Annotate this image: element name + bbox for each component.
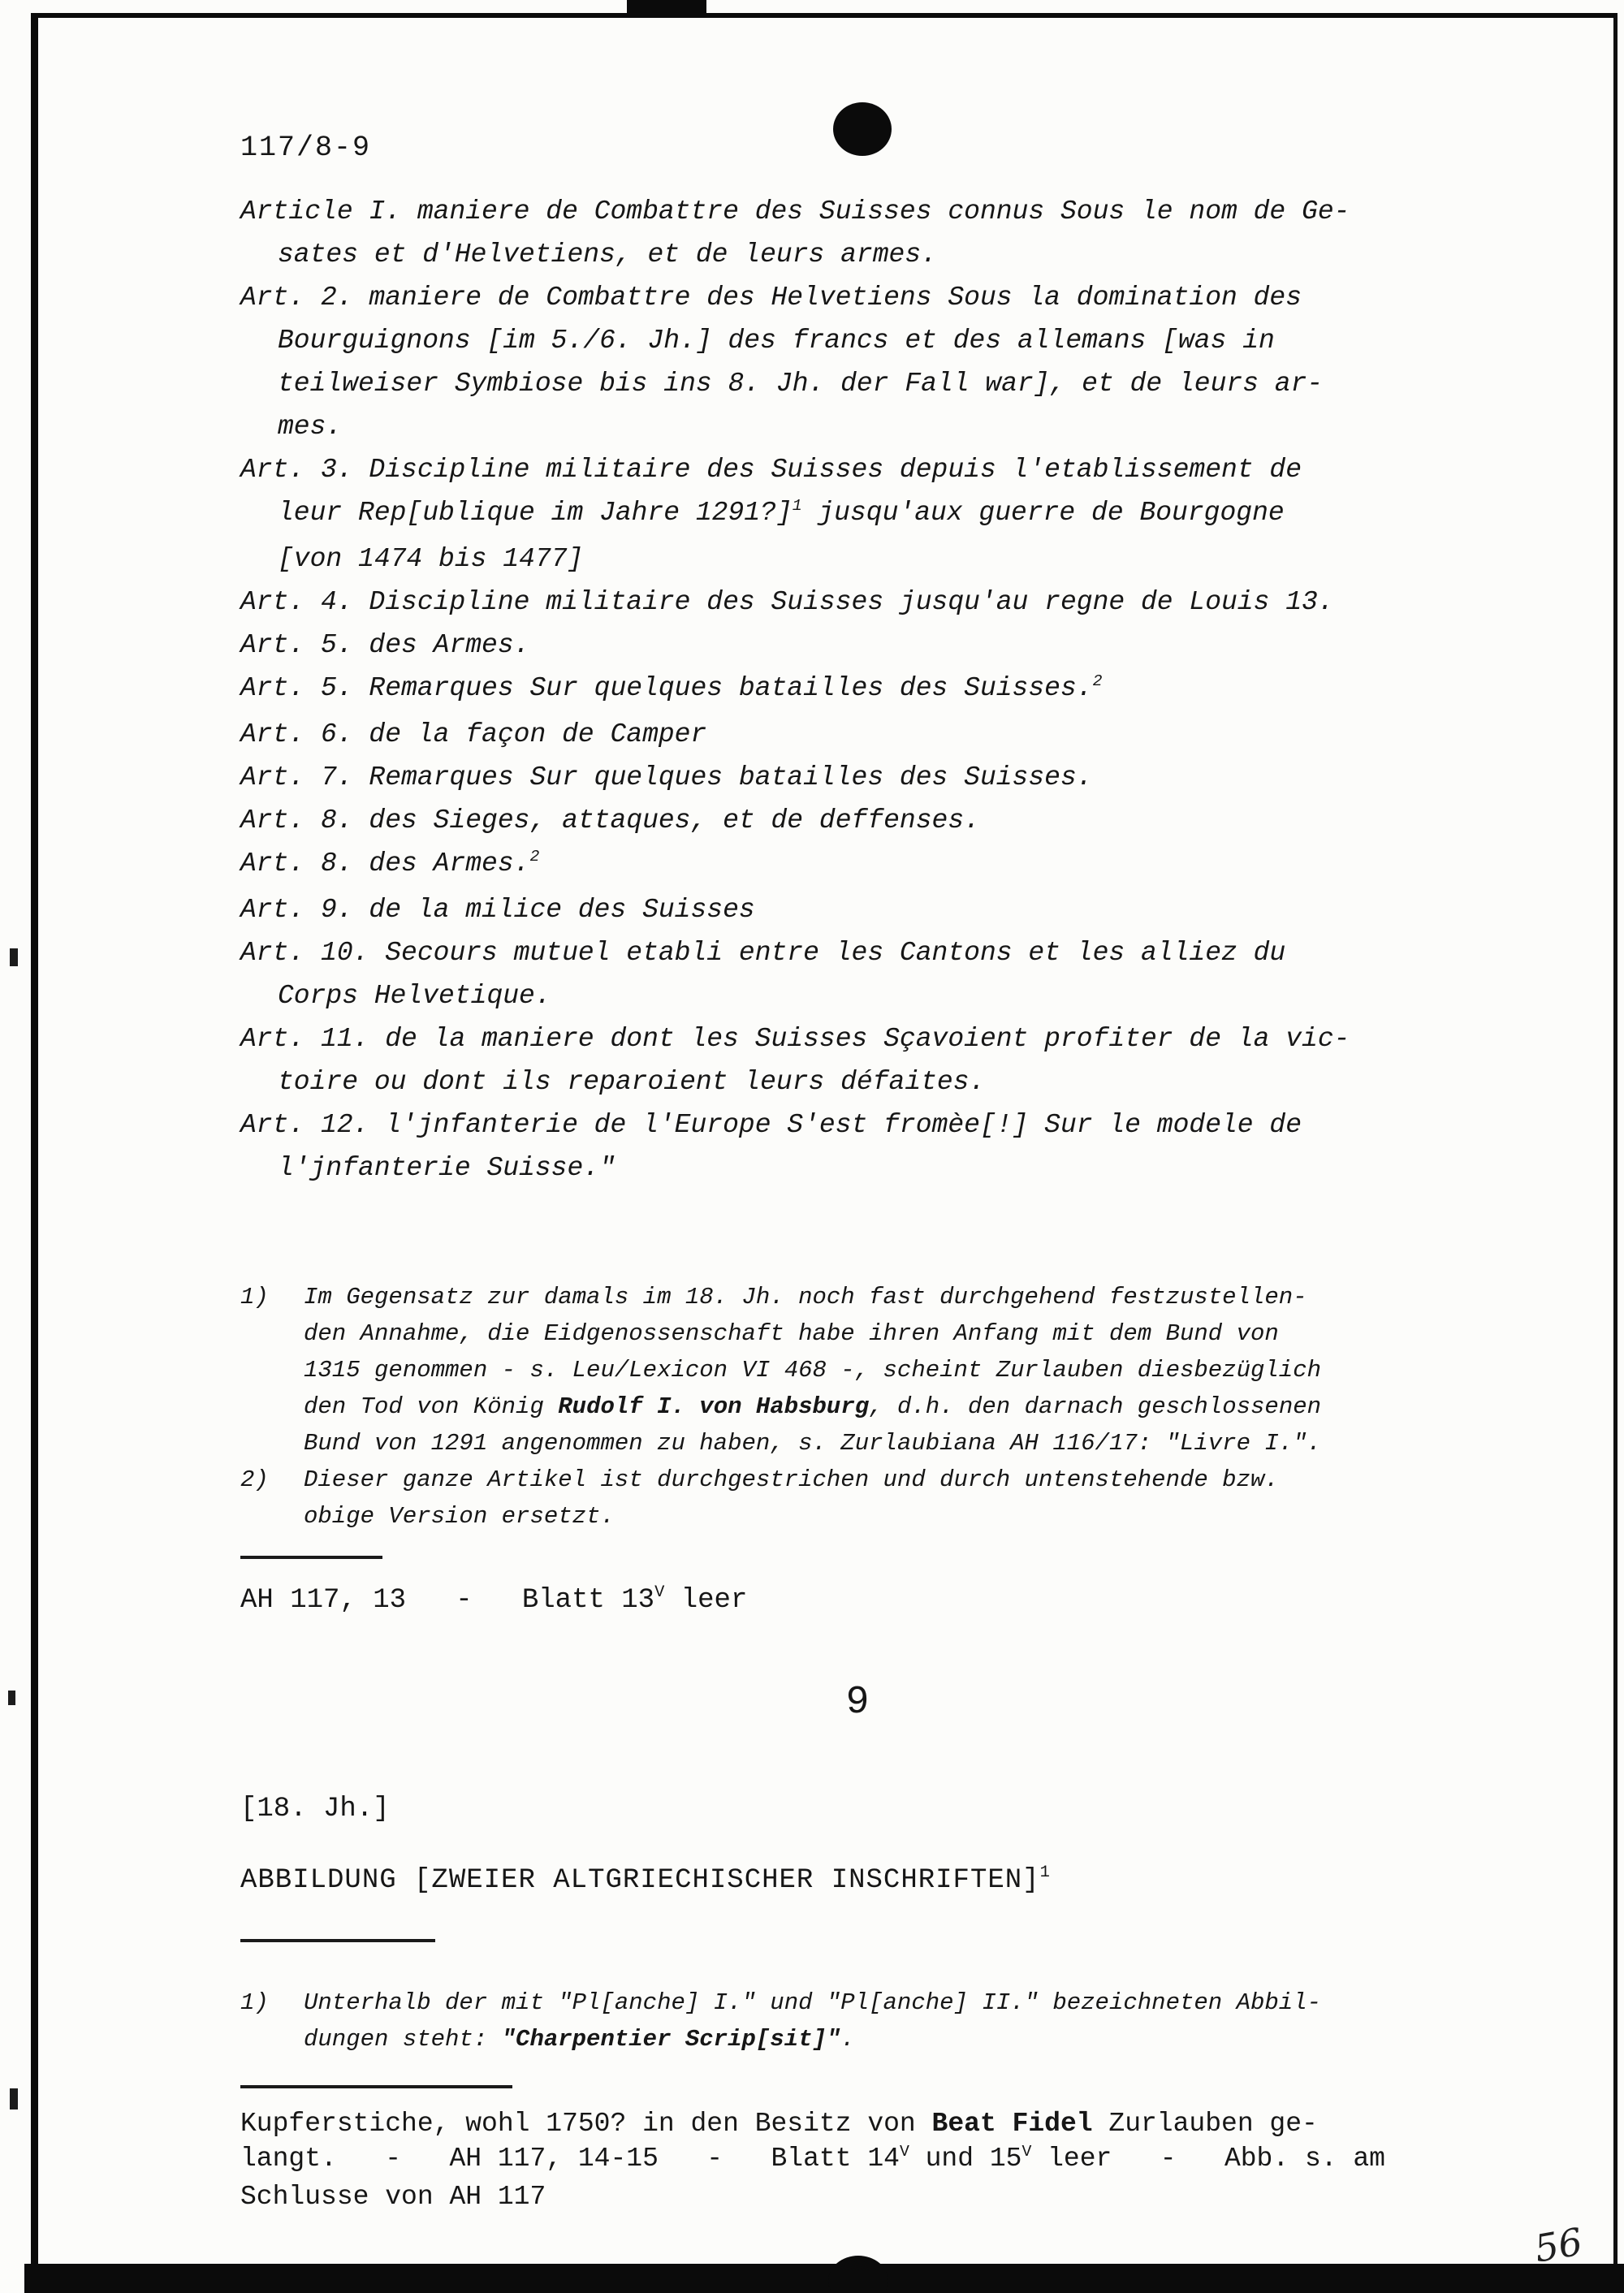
text-segment: [von 1474 bis 1477]	[278, 544, 584, 574]
text-segment: Bourguignons [im 5./6. Jh.] des francs et des allemans [was in	[278, 326, 1275, 356]
text-line	[240, 842, 1475, 888]
text-segment: Kupferstiche, wohl 1750? in den Besitz von	[240, 2109, 932, 2139]
scan-artifact-top-mark	[627, 0, 706, 16]
text-segment: Art. 4. Discipline militaire des Suisses jusqu'au regne de Louis 13.	[240, 587, 1334, 617]
text-line	[240, 405, 1475, 448]
superscript: 2	[1092, 671, 1103, 690]
footnote-text	[304, 1279, 1475, 1462]
divider-rule-3	[240, 2085, 512, 2088]
text-line	[240, 448, 1475, 491]
superscript: V	[899, 2142, 909, 2161]
text-line	[240, 233, 1475, 276]
text-segment: Bund von 1291 angenommen zu haben, s. Zurlaubiana AH 116/17: "Livre I.".	[304, 1430, 1322, 1457]
text-line	[240, 1582, 1475, 1622]
entry-title	[240, 1863, 1475, 1902]
text-line	[304, 1984, 1475, 2021]
handwritten-page-number: 56	[1531, 2219, 1586, 2271]
text-segment: jusqu'aux guerre de Bourgogne	[801, 498, 1285, 528]
text-segment: leer	[664, 1585, 748, 1616]
text-line	[240, 1146, 1475, 1190]
text-segment: Art. 11. de la maniere dont les Suisses Sçavoient profiter de la vic-	[240, 1024, 1350, 1054]
text-segment: mes.	[278, 412, 343, 442]
text-segment: Zurlauben ge-	[1092, 2109, 1318, 2139]
superscript: 2	[529, 847, 540, 866]
text-segment: Schlusse von AH 117	[240, 2182, 546, 2212]
divider-rule-2	[240, 1939, 435, 1942]
text-segment: Art. 8. des Armes.	[240, 849, 530, 879]
scan-bottom-band	[24, 2264, 1624, 2293]
text-segment: Art. 5. Remarques Sur quelques batailles des Suisses.	[240, 673, 1093, 703]
text-segment: Art. 6. de la façon de Camper	[240, 719, 707, 749]
text-line	[304, 1425, 1475, 1462]
footnote-item	[240, 1462, 1475, 1535]
text-segment: sates et d'Helvetiens, et de leurs armes.	[278, 240, 937, 270]
text-segment: und 15	[909, 2144, 1022, 2174]
footnote-marker: 1)	[240, 1284, 269, 1311]
provenance-block	[240, 2106, 1475, 2214]
scan-speck	[10, 2088, 18, 2109]
section-number: 9	[845, 1681, 870, 1725]
text-line	[240, 581, 1475, 624]
text-line	[240, 538, 1475, 581]
text-segment: teilweiser Symbiose bis ins 8. Jh. der Fall war], et de leurs ar-	[278, 369, 1324, 399]
footnote-marker: 1)	[240, 1989, 269, 2016]
page-reference: 117/8-9	[240, 132, 372, 164]
footnotes-bottom	[240, 1984, 1475, 2058]
superscript: 1	[1039, 1863, 1051, 1883]
text-line	[240, 799, 1475, 842]
text-line	[304, 1315, 1475, 1352]
text-segment: Art. 10. Secours mutuel etabli entre les Cantons et les alliez du	[240, 938, 1286, 968]
text-segment: Art. 8. des Sieges, attaques, et de deffenses.	[240, 805, 980, 836]
text-segment: Art. 5. des Armes.	[240, 630, 530, 660]
date-heading: [18. Jh.]	[240, 1794, 390, 1824]
text-segment: AH 117, 13 - Blatt 13	[240, 1585, 655, 1616]
text-line	[304, 1462, 1475, 1498]
text-segment: , d.h. den darnach geschlossenen	[869, 1393, 1322, 1420]
text-segment: langt. - AH 117, 14-15 - Blatt 14	[240, 2144, 900, 2174]
text-line	[304, 1279, 1475, 1315]
text-segment: toire ou dont ils reparoient leurs défaites.	[278, 1067, 986, 1097]
text-segment: Im Gegensatz zur damals im 18. Jh. noch fast durchgehend festzustellen-	[304, 1284, 1307, 1311]
text-segment: .	[840, 2026, 855, 2053]
scan-speck	[10, 948, 18, 966]
text-line	[240, 319, 1475, 362]
text-segment: den Annahme, die Eidgenossenschaft habe ihren Anfang mit dem Bund von	[304, 1320, 1279, 1347]
text-segment: dungen steht:	[304, 2026, 502, 2053]
footnote-item	[240, 1279, 1475, 1462]
bold-text: Beat Fidel	[931, 2109, 1093, 2139]
bold-text: "Charpentier Scrip[sit]"	[501, 2026, 841, 2053]
text-line	[240, 713, 1475, 756]
bold-text: Rudolf I. von Habsburg	[558, 1393, 870, 1420]
text-line	[240, 1060, 1475, 1103]
text-line	[240, 1103, 1475, 1146]
text-line	[240, 276, 1475, 319]
article-list	[240, 190, 1475, 1190]
divider-rule-1	[240, 1556, 382, 1559]
superscript: V	[1021, 2142, 1032, 2161]
text-segment: Art. 2. maniere de Combattre des Helvetiens Sous la domination des	[240, 283, 1302, 313]
text-line	[240, 624, 1475, 667]
text-segment: Art. 9. de la milice des Suisses	[240, 895, 755, 925]
text-line	[240, 2106, 1475, 2141]
text-segment: leer - Abb. s. am	[1031, 2144, 1385, 2174]
text-line	[240, 1863, 1475, 1902]
text-segment: den Tod von König	[304, 1393, 559, 1420]
footnote-text	[304, 1984, 1475, 2058]
text-line	[240, 491, 1475, 538]
ah-reference-line	[240, 1582, 1475, 1622]
text-segment: Corps Helvetique.	[278, 981, 551, 1011]
text-line	[240, 190, 1475, 233]
text-segment: Unterhalb der mit "Pl[anche] I." und "Pl[anche] II." bezeichneten Abbil-	[304, 1989, 1322, 2016]
footnote-item	[240, 1984, 1475, 2058]
text-line	[240, 667, 1475, 713]
text-segment: Article I. maniere de Combattre des Suisses connus Sous le nom de Ge-	[240, 196, 1350, 227]
text-line	[304, 2021, 1475, 2058]
text-line	[240, 888, 1475, 931]
text-line	[240, 362, 1475, 405]
footnote-marker: 2)	[240, 1466, 269, 1493]
scan-speck	[8, 1691, 15, 1705]
text-line	[240, 974, 1475, 1017]
punch-hole-bottom-icon	[828, 2256, 888, 2293]
text-line	[240, 2179, 1475, 2214]
text-segment: Dieser ganze Artikel ist durchgestrichen und durch untenstehende bzw.	[304, 1466, 1279, 1493]
text-segment: 1315 genommen - s. Leu/Lexicon VI 468 -, scheint Zurlauben diesbezüglich	[304, 1357, 1322, 1384]
superscript: V	[654, 1583, 665, 1603]
text-line	[240, 756, 1475, 799]
text-segment: leur Rep[ublique im Jahre 1291?]	[278, 498, 793, 528]
text-line	[240, 931, 1475, 974]
text-segment: Art. 7. Remarques Sur quelques batailles des Suisses.	[240, 762, 1093, 792]
text-segment: ABBILDUNG [ZWEIER ALTGRIECHISCHER INSCHRIFTEN]	[240, 1865, 1040, 1896]
text-line	[304, 1388, 1475, 1425]
text-segment: l'jnfanterie Suisse."	[278, 1153, 615, 1183]
footnotes-top	[240, 1279, 1475, 1535]
text-segment: Art. 3. Discipline militaire des Suisses depuis l'etablissement de	[240, 455, 1302, 485]
text-line	[240, 1017, 1475, 1060]
footnote-text	[304, 1462, 1475, 1535]
text-line	[304, 1352, 1475, 1388]
text-line	[304, 1498, 1475, 1535]
superscript: 1	[792, 496, 802, 515]
text-segment: Art. 12. l'jnfanterie de l'Europe S'est fromèe[!] Sur le modele de	[240, 1110, 1302, 1140]
page-content	[240, 130, 1475, 2214]
text-segment: obige Version ersetzt.	[304, 1503, 615, 1530]
text-line	[240, 2141, 1475, 2179]
